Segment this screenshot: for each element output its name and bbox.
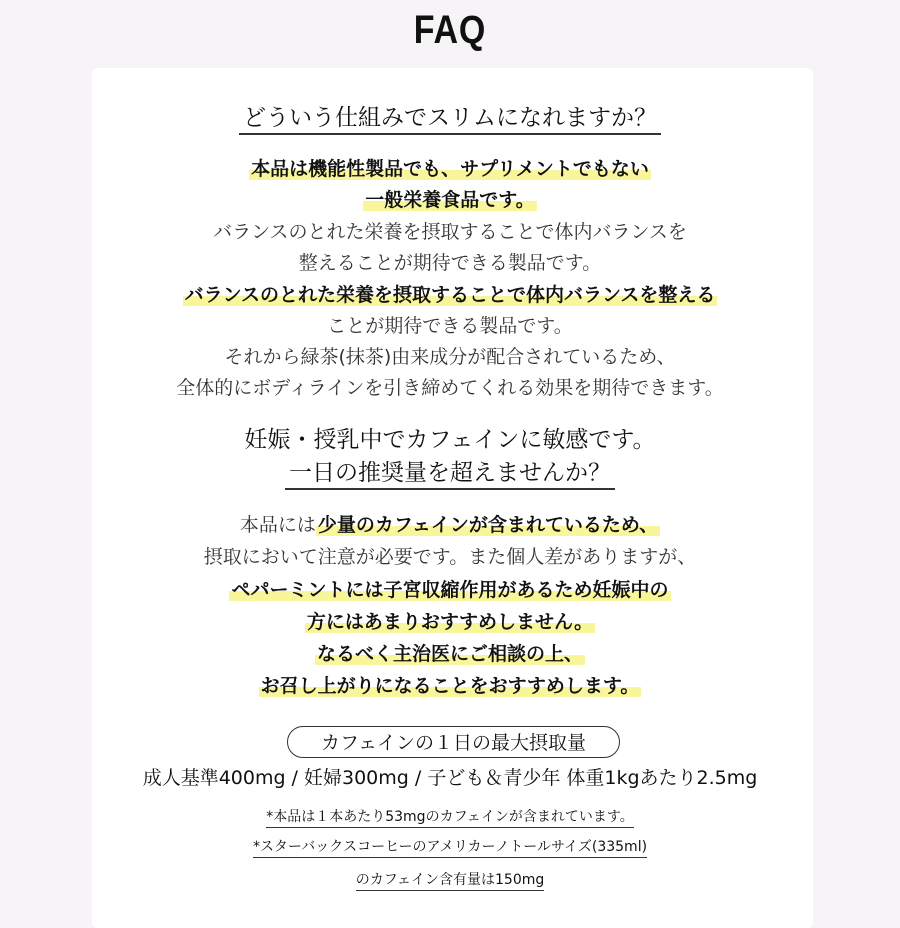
answer-line: 整えることが期待できる製品です。 <box>298 252 602 274</box>
answer-line: バランスのとれた栄養を摂取することで体内バランスを整える <box>184 284 716 306</box>
faq-question-2-line2: 一日の推奨量を超えませんか？ <box>0 458 900 488</box>
answer-line: お召し上がりになることをおすすめします。 <box>260 675 640 697</box>
answer-line: 方にはあまりおすすめしません。 <box>306 611 594 633</box>
caffeine-note: *スターバックスコーヒーのアメリカーノトールサイズ(335ml) <box>0 835 900 859</box>
answer-line: ペパーミントには子宮収縮作用があるため妊娠中の <box>231 579 669 601</box>
answer-line: なるべく主治医にご相談の上、 <box>316 643 583 665</box>
caffeine-note: *本品は１本あたり53mgのカフェインが含まれています。 <box>0 805 900 829</box>
answer-line: バランスのとれた栄養を摂取することで体内バランスを <box>213 221 687 243</box>
answer-line: 一般栄養食品です。 <box>365 189 535 211</box>
answer-line: 本品には 少量のカフェインが含まれているため、 <box>239 514 659 536</box>
answer-line: それから緑茶(抹茶)由来成分が配合されているため、 <box>224 346 676 368</box>
answer-line: 摂取において注意が必要です。また個人差がありますが、 <box>203 546 697 568</box>
caffeine-label-pill: カフェインの１日の最大摂取量 <box>287 726 620 758</box>
faq-question-1: どういう仕組みでスリムになれますか？ <box>0 103 900 133</box>
answer-line: 本品は機能性製品でも、サプリメントでもない <box>251 158 649 180</box>
caffeine-limits: 成人基準400mg / 妊婦300mg / 子ども＆青少年 体重1kgあたり2.5mg <box>142 767 758 789</box>
faq-question-2-line1: 妊娠・授乳中でカフェインに敏感です。 <box>244 427 656 453</box>
answer-line: 全体的にボディラインを引き締めてくれる効果を期待できます。 <box>176 377 724 399</box>
caffeine-note: のカフェイン含有量は150mg <box>0 868 900 892</box>
page-title: FAQ <box>413 8 487 52</box>
answer-line: ことが期待できる製品です。 <box>327 315 573 337</box>
